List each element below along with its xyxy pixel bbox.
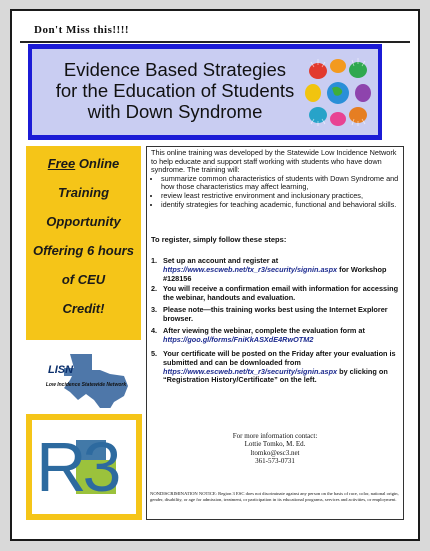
title-banner-fill [32,49,378,135]
evaluation-form-link[interactable]: https://goo.gl/forms/FniKkASXdE4RwOTM2 [163,334,314,344]
intro-bullet: • summarize common characteristics of students with Down Syndrome and how those characteristics may affect learning, [161,175,399,192]
certificate-link[interactable]: https://www.escweb.net/tx_r3/security/signin.aspx [163,366,338,376]
title-line-1: Evidence Based Strategies [63,59,287,80]
callout-free: Free [47,156,76,171]
lisn-name: LISN [48,364,74,376]
callout-line-4: Offering 6 hours [33,243,134,258]
colorful-hands-globe-icon [304,57,372,127]
intro-text: This online training was developed by the Statewide Low Incidence Network to help educate and support staff working with students who have down syndrome. The training will: [151,148,397,175]
region3-logo-text: R3 [36,428,118,506]
callout-line-3: Opportunity [46,214,121,229]
contact-heading: For more information contact: [232,432,318,440]
details-panel [146,146,404,520]
step-text [163,327,399,345]
region3-logo [26,414,142,520]
callout-line-6: Credit! [62,301,105,316]
texas-map-icon [30,350,142,408]
title-line-3: with Down Syndrome [87,101,263,122]
title-banner [28,44,382,140]
nondiscrimination-notice: NONDISCRIMINATION NOTICE: Region 3 ESC does not discriminate against any person on the basis of race, color, national origin, gender, disability, or age for admission, treatment, or participation in its educational programs, services and activities, or employment. [150,491,399,502]
step-1-workshop: for Workshop #128156 [163,264,387,283]
callout-line-1 [26,156,141,171]
title [40,59,310,122]
lisn-logo [30,350,142,408]
kicker-heading: Don't Miss this!!!! [34,24,130,36]
step-text [163,257,399,283]
step-1-text: Set up an account and register at [163,256,279,265]
step-number: 4. [151,326,158,335]
signin-link[interactable]: https://www.escweb.net/tx_r3/security/signin.aspx [163,264,338,274]
contact-phone: 361-573-0731 [255,456,295,465]
title-line-2: for the Education of Students [55,80,295,101]
callout-online: Online [75,156,120,171]
step-text [163,350,399,385]
register-heading: To register, simply follow these steps: [151,235,287,244]
step-number: 3. [151,305,158,314]
step-number: 1. [151,256,158,265]
contact-info [147,432,403,465]
step-5-text: Your certificate will be posted on the Friday after your evaluation is submitted and can be downloaded from [163,349,396,367]
intro-bullets [151,175,399,209]
intro [151,149,399,209]
step-number: 5. [151,349,158,358]
contact-name: Lottie Tomko, M. Ed. [244,440,306,449]
intro-bullet: • identify strategies for teaching academic, functional and behavioral skills. [161,201,399,210]
callout-line-5: of CEU [61,272,106,287]
step-number: 2. [151,284,158,293]
callout-line-2: Training [57,185,110,200]
region3-logo-panel [32,420,136,514]
step-3-text: Please note—this training works best using the Internet Explorer browser. [163,305,388,323]
lisn-tagline: Low Incidence Statewide Network [45,382,127,388]
top-rule [20,41,410,43]
step-5-text-end: by clicking on “Registration History/Certificate” on the left. [163,366,388,385]
intro-bullet: • review least restrictive environment and inclusionary practices, [161,192,399,201]
free-training-callout [26,146,141,340]
step-4-text: After viewing the webinar, complete the evaluation form at [163,326,365,335]
step-2-text: You will receive a confirmation email with information for accessing the webinar, handouts and evaluation. [163,284,399,302]
contact-email[interactable]: ltomko@esc3.net [250,448,300,457]
